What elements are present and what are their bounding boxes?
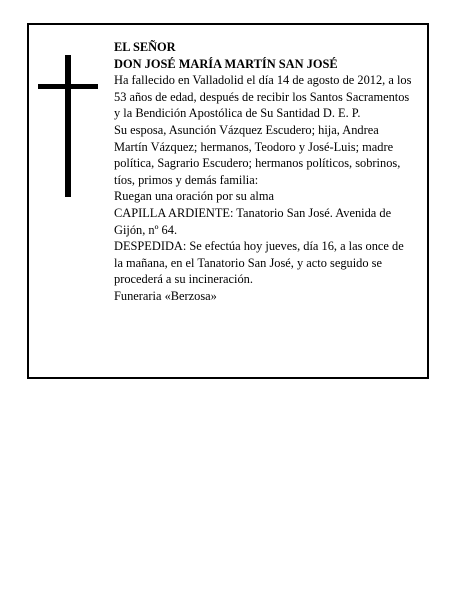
title-honorific: EL SEÑOR: [114, 40, 176, 54]
obituary-text: [114, 39, 414, 305]
family-members: Su esposa, Asunción Vázquez Escudero; hija, Andrea Martín Vázquez; hermanos, Teodoro y José-Luis; madre política, Sagrario Escudero; hermanos políticos, sobrinos, tíos, primos y demás familia:: [114, 122, 401, 187]
chapel-info: CAPILLA ARDIENTE: Tanatorio San José. Avenida de Gijón, nº 64.: [114, 205, 392, 237]
prayer-request: Ruegan una oración por su alma: [114, 189, 274, 204]
cross-vertical-bar: [65, 55, 71, 197]
death-announcement: Ha fallecido en Valladolid el día 14 de agosto de 2012, a los 53 años de edad, después de recibir los Santos Sacramentos y la Bendición Apostólica de Su Santidad D. E. P.: [114, 73, 412, 121]
deceased-name: DON JOSÉ MARÍA MARTÍN SAN JOSÉ: [114, 56, 338, 71]
farewell-info: DESPEDIDA: Se efectúa hoy jueves, día 16, a las once de la mañana, en el Tanatorio San José, y acto seguido se procederá a su incineración.: [114, 239, 404, 287]
cross-icon: [38, 55, 98, 197]
funeral-home: Funeraria «Berzosa»: [114, 288, 217, 303]
cross-horizontal-bar: [38, 84, 98, 89]
